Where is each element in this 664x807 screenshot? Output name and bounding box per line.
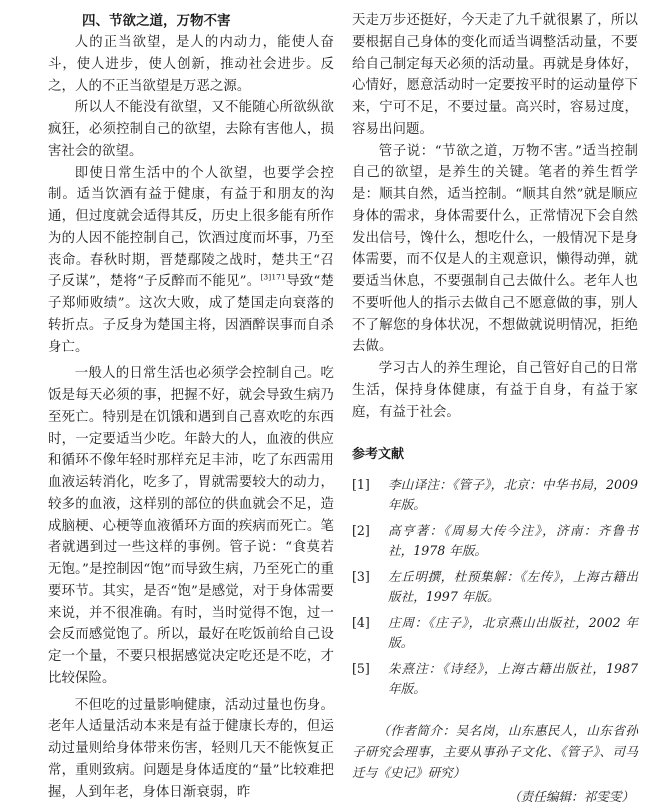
paragraph-eating: 一般人的日常生活也必须学会控制自己。吃饭是每天必须的事，把握不好，就会导致生病乃至死亡。特别是在饥饿和遇到自己喜欢吃的东西时，一定要适当少吃。年龄大的人，血液的供应和循环不像年轻时那样充足丰沛，吃了东西需用血液运转消化，吃多了，胃就需要较大的动力，较多的血液，这样别的部位的供血就会不足，造成脑梗、心梗等血液循环方面的疾病而死亡。笔者就遇到过一些这样的事例。管子说：“食莫若无饱。”是控制因“饱”而导致生病，乃至死亡的重要环节。其实，是否“饱”是感觉，对于身体需要来说，并不很准确。有时，当时觉得不饱，过一会反而感觉饱了。所以，最好在吃饭前给自己设定一个量，不要只根据感觉决定吃还是不吃，才比较保险。 — [48, 366, 334, 686]
reference-number: [5] — [352, 661, 370, 677]
reference-number: [4] — [352, 615, 370, 631]
responsible-editor: （责任编辑：祁雯雯） — [508, 789, 634, 805]
reference-text: 朱熹注：《诗经》，上海古籍出版社，1987 年版。 — [388, 661, 638, 696]
author-bio: （作者简介：吴名岗，山东惠民人，山东省孙子研究会理事，主要从事孙子文化、《管子》、司马迁与《史记》研究） — [352, 723, 638, 781]
paragraph-philosophy: 管子说：“节欲之道，万物不害。”适当控制自己的欲望，是养生的关键。笔者的养生哲学是：顺其自然，适当控制。“顺其自然”就是顺应身体的需求，身体需要什么，正常情况下会自然发出信号，馋什么，想吃什么，一般情况下是身体需要，而不仅是人的主观意识，懒得动弹，就要适当休息，不要强制自己去做什么。老年人也不要听他人的指示去做自己不愿意做的事，别人不了解您的身体状况，不想做就说明情况，拒绝去做。 — [352, 143, 638, 355]
right-column — [352, 10, 638, 807]
references-title: 参考文献 — [352, 447, 405, 463]
reference-item — [352, 613, 638, 652]
section-title: 四、节欲之道，万物不害 — [82, 13, 231, 29]
drinking-text: 即使日常生活中的个人欲望，也要学会控制。适当饮酒有益于健康，有益于和朋友的沟通，但过度就会适得其反，历史上很多能有所作为的人因不能控制自己，饮酒过度而坏事，乃至丧命。春秋时期，晋楚鄢陵之战时，楚共王“召子反谋”，楚将“子反醉而不能见”。 — [48, 165, 334, 290]
paragraph-control: 所以人不能没有欲望，又不能随心所欲纵欲疯狂，必须控制自己的欲望，去除有害他人，损害社会的欲望。 — [48, 100, 334, 159]
reference-item — [352, 521, 638, 560]
reference-number: [3] — [352, 569, 370, 585]
reference-item — [352, 567, 638, 606]
references-list — [352, 475, 638, 698]
reference-text: 高亨著：《周易大传今注》，济南：齐鲁书社，1978 年版。 — [388, 523, 638, 558]
drinking-text-tail: 导致“楚子郑师败绩”。这次大败，成了楚国走向衰落的转折点。子反身为楚国主将，因酒醉误事而自杀身亡。 — [48, 274, 334, 355]
reference-item — [352, 659, 638, 698]
reference-text: 左丘明撰，杜预集解：《左传》，上海古籍出版社，1997 年版。 — [388, 569, 638, 604]
reference-item — [352, 475, 638, 514]
reference-number: [1] — [352, 477, 370, 493]
left-column — [48, 10, 334, 803]
reference-number: [2] — [352, 523, 370, 539]
reference-text: 庄周：《庄子》，北京燕山出版社，2002 年版。 — [388, 615, 638, 650]
paragraph-exercise: 不但吃的过量影响健康，活动过量也伤身。老年人适量活动本来是有益于健康长寿的，但运动过量则给身体带来伤害，轻则几天不能恢复正常，重则致病。问题是身体适度的“量”比较难把握，人到年老，身体日渐衰弱，昨 — [48, 697, 334, 800]
citation-superscript: [3]171 — [260, 272, 286, 282]
paragraph-conclusion: 学习古人的养生理论，自己管好自己的日常生活，保持身体健康，有益于自身，有益于家庭，有益于社会。 — [352, 361, 638, 420]
paragraph-desire: 人的正当欲望，是人的内动力，能使人奋斗，使人进步，使人创新，推动社会进步。反之，人的不正当欲望是万恶之源。 — [48, 35, 334, 94]
paragraph-exercise-continued: 天走万步还挺好，今天走了九千就很累了，所以要根据自己身体的变化而适当调整活动量，不要给自己制定每天必须的活动量。再就是身体好，心情好，愿意活动时一定要按平时的运动量停下来，宁可不足，不要过量。高兴时，容易过度，容易出问题。 — [352, 13, 638, 137]
paragraph-drinking — [48, 163, 334, 359]
reference-text: 李山译注：《管子》，北京：中华书局，2009 年版。 — [388, 477, 638, 512]
